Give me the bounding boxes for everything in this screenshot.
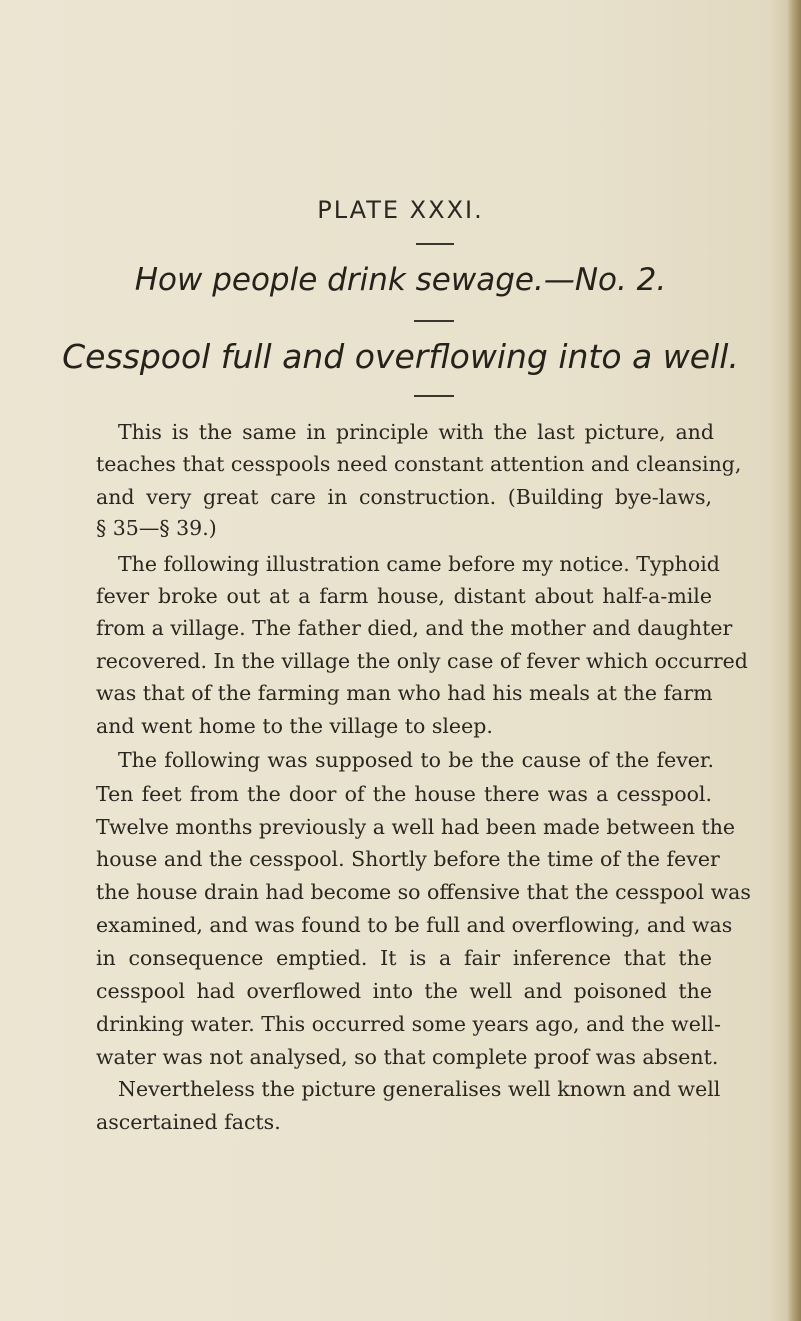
text-line: Twelve months previously a well had been made between the: [96, 815, 736, 839]
text-line: § 35—§ 39.): [96, 516, 217, 540]
text-line: from a village. The father died, and the mother and daughter: [96, 616, 733, 640]
text-line: ascertained facts.: [96, 1110, 281, 1134]
plate-number: PLATE XXXI.: [317, 196, 484, 224]
text-line: and very great care in construction. (Building bye-laws,: [96, 485, 712, 509]
divider: [416, 243, 454, 245]
text-line: water was not analysed, so that complete proof was absent.: [96, 1045, 719, 1069]
text-line: teaches that cesspools need constant attention and cleansing,: [96, 452, 742, 476]
text-line: the house drain had become so offensive that the cesspool was: [96, 880, 751, 904]
text-line: was that of the farming man who had his meals at the farm: [96, 681, 713, 705]
text-line: house and the cesspool. Shortly before the time of the fever: [96, 847, 720, 871]
text-line: examined, and was found to be full and overflowing, and was: [96, 913, 733, 937]
page-subtitle: Cesspool full and overflowing into a well.: [62, 337, 739, 376]
divider: [414, 395, 454, 397]
text-line: recovered. In the village the only case of fever which occurred: [96, 649, 748, 673]
text-line: fever broke out at a farm house, distant about half-a-mile: [96, 584, 712, 608]
text-line: The following was supposed to be the cause of the fever.: [118, 748, 714, 772]
page-title: How people drink sewage.—No. 2.: [134, 262, 667, 298]
text-line: The following illustration came before my notice. Typhoid: [118, 552, 720, 576]
text-line: Nevertheless the picture generalises well known and well: [118, 1077, 721, 1101]
text-line: in consequence emptied. It is a fair inference that the: [96, 946, 712, 970]
text-line: drinking water. This occurred some years ago, and the well-: [96, 1012, 721, 1036]
text-line: and went home to the village to sleep.: [96, 714, 493, 738]
text-line: This is the same in principle with the last picture, and: [118, 420, 714, 444]
text-line: cesspool had overflowed into the well and poisoned the: [96, 979, 712, 1003]
text-line: Ten feet from the door of the house there was a cesspool.: [96, 782, 712, 806]
divider: [414, 320, 454, 322]
